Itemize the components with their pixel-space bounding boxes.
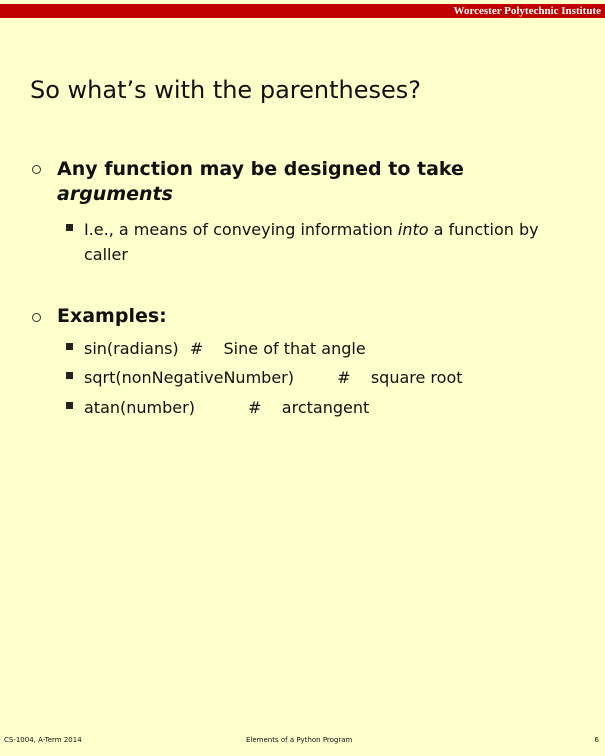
- square-bullet-icon: [66, 402, 73, 409]
- square-bullet-icon: [66, 343, 73, 350]
- sub-bullet-conveying-info-text: I.e., a means of conveying information into a function by caller: [84, 220, 539, 264]
- example-sin-code: sin(radians): [84, 339, 179, 358]
- example-sin-comment: # Sine of that angle: [189, 339, 366, 358]
- bullet-arguments-text: Any function may be designed to take arguments: [57, 158, 464, 205]
- hollow-circle-bullet-icon: [32, 165, 41, 174]
- example-atan-code: atan(number): [84, 398, 195, 417]
- example-sin-text: [84, 336, 564, 361]
- footer-page-number: 6: [594, 736, 599, 744]
- institution-name: Worcester Polytechnic Institute: [453, 5, 601, 17]
- example-atan-text: [84, 395, 564, 420]
- example-sqrt-code: sqrt(nonNegativeNumber): [84, 368, 294, 387]
- example-sqrt-text: [84, 365, 564, 390]
- example-sqrt-comment: # square root: [337, 368, 463, 387]
- square-bullet-icon: [66, 224, 73, 231]
- example-atan-comment: # arctangent: [248, 398, 370, 417]
- header-bar: [0, 4, 605, 18]
- hollow-circle-bullet-icon: [32, 313, 41, 322]
- footer-course: CS-1004, A-Term 2014: [4, 736, 82, 744]
- square-bullet-icon: [66, 372, 73, 379]
- footer-topic: Elements of a Python Program: [246, 736, 353, 744]
- slide-title: So what’s with the parentheses?: [30, 76, 421, 104]
- bullet-examples-text: Examples:: [57, 305, 167, 327]
